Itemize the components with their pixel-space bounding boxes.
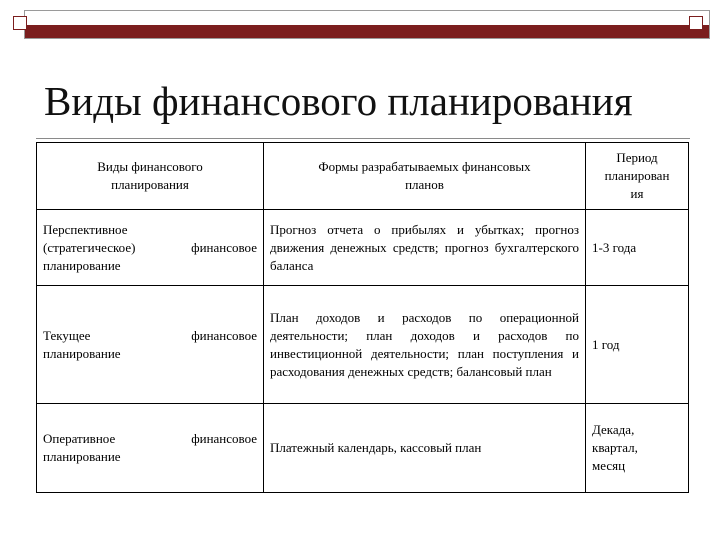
header-types-line-1: Виды финансового — [97, 159, 203, 174]
header-period-line-1: Период — [616, 150, 658, 165]
row2-period-cell: 1 год — [586, 286, 689, 404]
row2-type-line-2: финансовое — [191, 327, 257, 343]
table-row — [37, 404, 689, 493]
row3-period-line-3: месяц — [592, 458, 626, 473]
row3-type-cell — [37, 404, 264, 493]
row1-type-line-1: Перспективное — [43, 221, 128, 237]
header-period-line-2: планирован — [604, 168, 670, 183]
header-accent-bar — [25, 25, 709, 38]
header-types-line-2: планирования — [111, 177, 189, 192]
row2-forms-cell: План доходов и расходов по операционной деятельности; план доходов и расходов по инвестиционной деятельности; план поступления и расходования денежных средств; балансовый план — [264, 286, 586, 404]
header-cell-types — [37, 143, 264, 210]
slide-header-band — [24, 10, 710, 39]
header-cell-forms — [264, 143, 586, 210]
header-forms-line-1: Формы разрабатываемых финансовых — [318, 159, 531, 174]
table-header-row — [37, 143, 689, 210]
table-row — [37, 286, 689, 404]
row3-type-line-2: финансовое — [191, 431, 257, 446]
row1-type-cell — [37, 210, 264, 286]
header-forms-line-2: планов — [405, 177, 444, 192]
header-left-square — [13, 16, 27, 30]
planning-types-table — [36, 142, 689, 493]
table-row — [37, 210, 689, 286]
row1-forms-cell: Прогноз отчета о прибылях и убытках; прогноз движения денежных средств; прогноз бухгалтерского баланса — [264, 210, 586, 286]
row1-type-line-2: (стратегическое) финансовое — [43, 239, 257, 255]
title-divider — [36, 138, 690, 139]
row3-type-line-3: планирование — [43, 449, 121, 464]
row1-type-line-3: планирование — [43, 257, 121, 273]
row2-type-line-1: Текущее — [43, 327, 91, 343]
row3-type-line-1: Оперативное — [43, 431, 116, 446]
row3-period-cell — [586, 404, 689, 493]
slide-title: Виды финансового планирования — [44, 78, 633, 124]
row1-period-cell: 1-3 года — [586, 210, 689, 286]
header-right-square — [689, 16, 703, 30]
row2-type-line-3: планирование — [43, 345, 121, 361]
row2-type-cell — [37, 286, 264, 404]
header-cell-period — [586, 143, 689, 210]
row3-forms-cell: Платежный календарь, кассовый план — [264, 404, 586, 493]
header-period-line-3: ия — [630, 186, 644, 201]
row3-period-line-1: Декада, — [592, 422, 635, 437]
row3-period-line-2: квартал, — [592, 440, 638, 455]
